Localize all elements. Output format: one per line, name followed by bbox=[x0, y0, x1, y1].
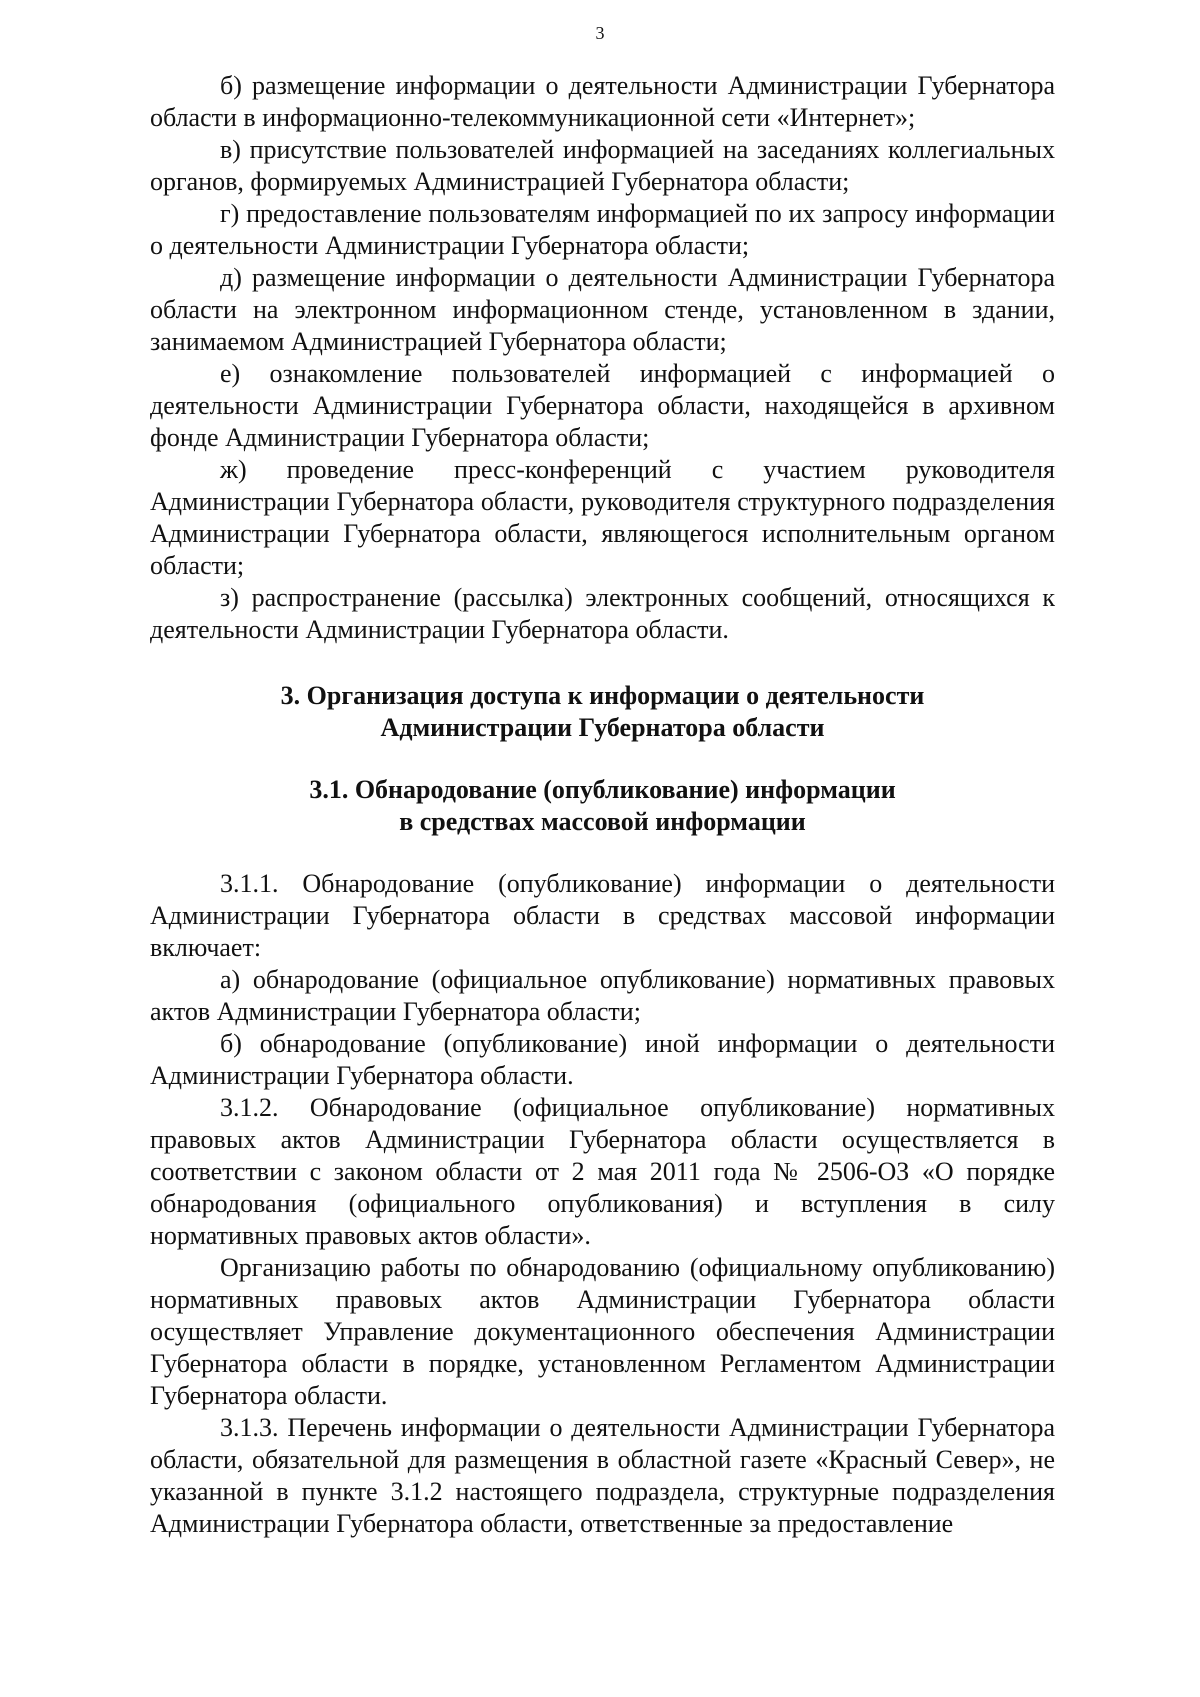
paragraph-3-1-1-b: б) обнародование (опубликование) иной информации о деятельности Администрации Губернатора области. bbox=[150, 1029, 1055, 1090]
document-body bbox=[150, 70, 1055, 1540]
list-item-v: в) присутствие пользователей информацией на заседаниях коллегиальных органов, формируемых Администрацией Губернатора области; bbox=[150, 135, 1055, 196]
list-item-z: з) распространение (рассылка) электронных сообщений, относящихся к деятельности Администрации Губернатора области. bbox=[150, 583, 1055, 644]
list-item-b: б) размещение информации о деятельности Администрации Губернатора области в информационно-телекоммуникационной сети «Интернет»; bbox=[150, 71, 1055, 132]
paragraph-3-1-1: 3.1.1. Обнародование (опубликование) информации о деятельности Администрации Губернатора области в средствах массовой информации включает: bbox=[150, 869, 1055, 962]
page-number: 3 bbox=[595, 23, 605, 43]
list-item-d: д) размещение информации о деятельности Администрации Губернатора области на электронном информационном стенде, установленном в здании, занимаемом Администрацией Губернатора области; bbox=[150, 263, 1055, 356]
section-3-1-heading-line1: 3.1. Обнародование (опубликование) информации bbox=[309, 775, 896, 804]
section-3-heading-line2: Администрации Губернатора области bbox=[380, 713, 825, 742]
paragraph-3-1-1-a: а) обнародование (официальное опубликование) нормативных правовых актов Администрации Губернатора области; bbox=[150, 965, 1055, 1026]
paragraph-3-1-3: 3.1.3. Перечень информации о деятельности Администрации Губернатора области, обязательной для размещения в областной газете «Красный Север», не указанной в пункте 3.1.2 настоящего подраздела, структурные подразделения Администрации Губернатора области, ответственные за предоставление bbox=[150, 1413, 1055, 1538]
list-item-e: е) ознакомление пользователей информацией с информацией о деятельности Администрации Губернатора области, находящейся в архивном фонде Администрации Губернатора области; bbox=[150, 359, 1055, 452]
section-3-heading-line1: 3. Организация доступа к информации о деятельности bbox=[280, 681, 925, 710]
paragraph-3-1-2: 3.1.2. Обнародование (официальное опубликование) нормативных правовых актов Администрации Губернатора области осуществляется в соответствии с законом области от 2 мая 2011 года № 2506-ОЗ «О порядке обнародования (официального опубликования) и вступления в силу нормативных правовых актов области». bbox=[150, 1093, 1055, 1250]
list-item-zh: ж) проведение пресс-конференций с участием руководителя Администрации Губернатора области, руководителя структурного подразделения Администрации Губернатора области, являющегося исполнительным органом области; bbox=[150, 455, 1055, 580]
paragraph-3-1-2-organization: Организацию работы по обнародованию (официальному опубликованию) нормативных правовых актов Администрации Губернатора области осуществляет Управление документационного обеспечения Администрации Губернатора области в порядке, установленном Регламентом Администрации Губернатора области. bbox=[150, 1253, 1055, 1410]
section-3-heading bbox=[150, 680, 1055, 744]
list-item-g: г) предоставление пользователям информацией по их запросу информации о деятельности Администрации Губернатора области; bbox=[150, 199, 1055, 260]
section-3-1-heading-line2: в средствах массовой информации bbox=[399, 807, 806, 836]
section-3-1-heading bbox=[150, 774, 1055, 838]
